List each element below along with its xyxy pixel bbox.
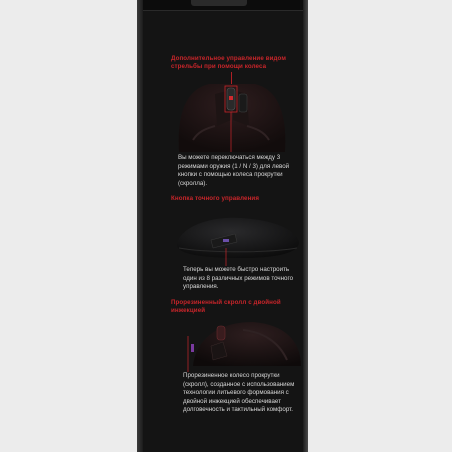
section-2-description: Теперь вы можете быстро настроить один из 8 различных режимов точного управления. <box>183 266 294 291</box>
mouse-top-image <box>159 80 303 152</box>
scroll-wheel-shape <box>217 326 225 340</box>
section-2-heading: Кнопка точного управления <box>171 195 260 202</box>
side-buttons-shape <box>239 94 247 112</box>
mouse-body-shape <box>193 322 301 366</box>
box-top-flap <box>143 0 303 11</box>
scroll-mode-indicator <box>229 96 233 100</box>
section-1-description: Вы можете переключаться между 3 режимами оружия (1 / N / 3) для левой кнопки с помощью колеса прокрутки (скролла). <box>178 154 290 187</box>
mouse-angle-image <box>183 316 303 372</box>
mouse-side-image <box>171 208 303 266</box>
box-tab <box>191 0 247 6</box>
section-3-heading: Прорезиненный скролл с двойной инжекцией <box>171 299 281 314</box>
mouse-side-photo <box>171 208 303 266</box>
led-accent <box>191 344 194 352</box>
box-right-edge <box>303 0 308 452</box>
product-box-side-panel <box>143 0 303 452</box>
sniper-button-led <box>223 239 229 242</box>
mouse-top-photo <box>159 80 303 152</box>
section-1-heading: Дополнительное управление видом стрельбы при помощи колеса <box>171 55 287 70</box>
section-3-description: Прорезиненное колесо прокрутки (скролл), созданное с использованием технологии литьевого формования с двойной инжекцией обеспечивает долговечность и тактильный комфорт. <box>183 372 295 414</box>
mouse-angle-photo <box>183 316 303 372</box>
